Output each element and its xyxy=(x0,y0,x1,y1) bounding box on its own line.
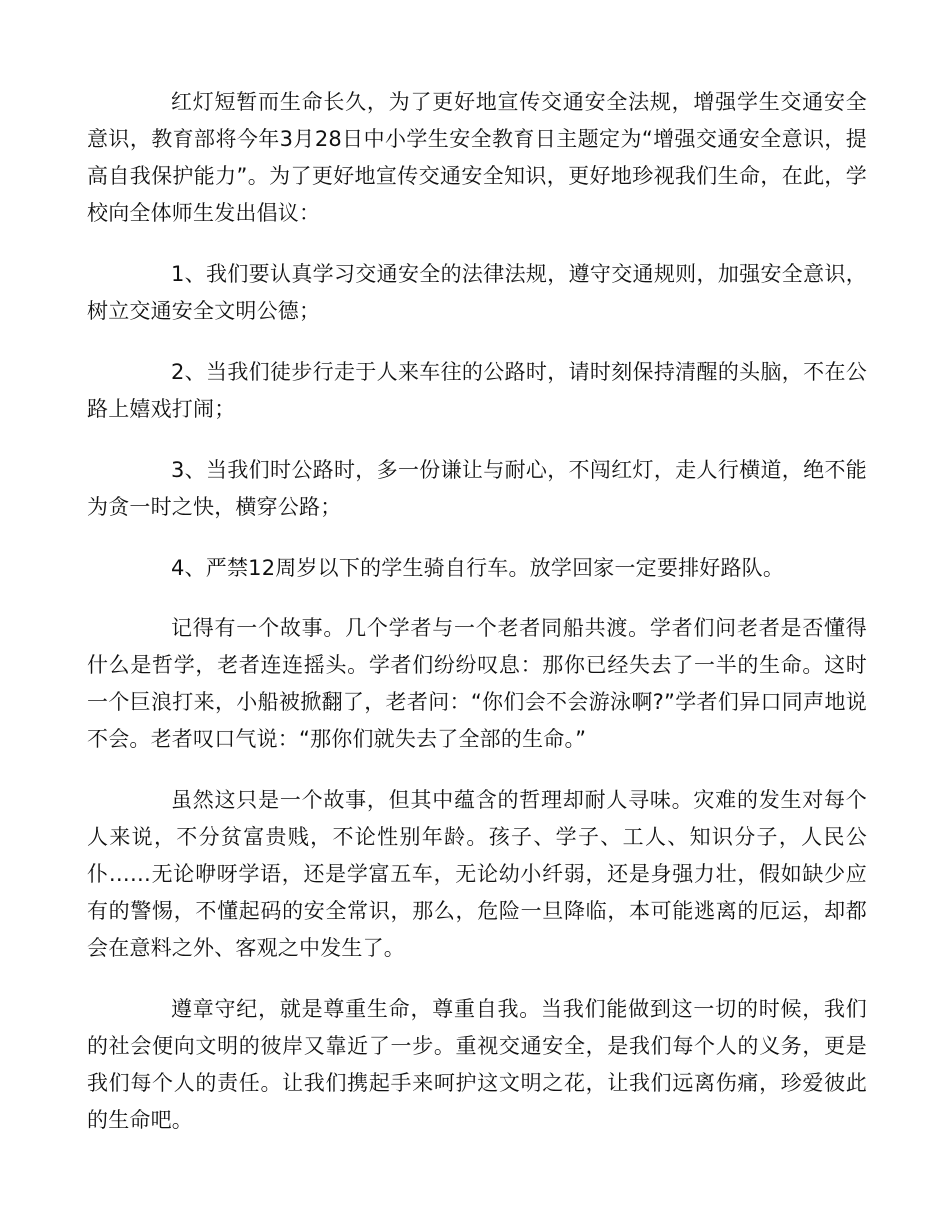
paragraph-story: 记得有一个故事。几个学者与一个老者同船共渡。学者们问老者是否懂得什么是哲学，老者连连摇头。学者们纷纷叹息：那你已经失去了一半的生命。这时一个巨浪打来，小船被掀翻了，老者问：“你们会不会游泳啊?”学者们异口同声地说不会。老者叹口气说：“那你们就失去了全部的生命。” xyxy=(87,616,867,751)
paragraph-reflection: 虽然这只是一个故事，但其中蕴含的哲理却耐人寻味。灾难的发生对每个人来说，不分贫富贵贱，不论性别年龄。孩子、学子、工人、知识分子，人民公仆……无论咿呀学语，还是学富五车，无论幼小纤弱，还是身强力壮，假如缺少应有的警惕，不懂起码的安全常识，那么，危险一旦降临，本可能逃离的厄运，却都会在意料之外、客观之中发生了。 xyxy=(87,788,867,960)
paragraph-conclusion: 遵章守纪，就是尊重生命，尊重自我。当我们能做到这一切的时候，我们的社会便向文明的彼岸又靠近了一步。重视交通安全，是我们每个人的义务，更是我们每个人的责任。让我们携起手来呵护这文明之花，让我们远离伤痛，珍爱彼此的生命吧。 xyxy=(87,997,867,1132)
document-body xyxy=(87,84,867,1139)
paragraph-item-4: 4、严禁12周岁以下的学生骑自行车。放学回家一定要排好路队。 xyxy=(171,556,785,580)
paragraph-item-3: 3、当我们时公路时，多一份谦让与耐心，不闯红灯，走人行横道，绝不能为贪一时之快，横穿公路； xyxy=(87,458,867,519)
paragraph-intro: 红灯短暂而生命长久，为了更好地宣传交通安全法规，增强学生交通安全意识，教育部将今年3月28日中小学生安全教育日主题定为“增强交通安全意识，提高自我保护能力”。为了更好地宣传交通安全知识，更好地珍视我们生命，在此，学校向全体师生发出倡议： xyxy=(87,90,867,225)
paragraph-item-2: 2、当我们徒步行走于人来车往的公路时，请时刻保持清醒的头脑，不在公路上嬉戏打闹； xyxy=(87,360,867,421)
paragraph-item-1: 1、我们要认真学习交通安全的法律法规，遵守交通规则，加强安全意识，树立交通安全文明公德； xyxy=(87,262,867,323)
